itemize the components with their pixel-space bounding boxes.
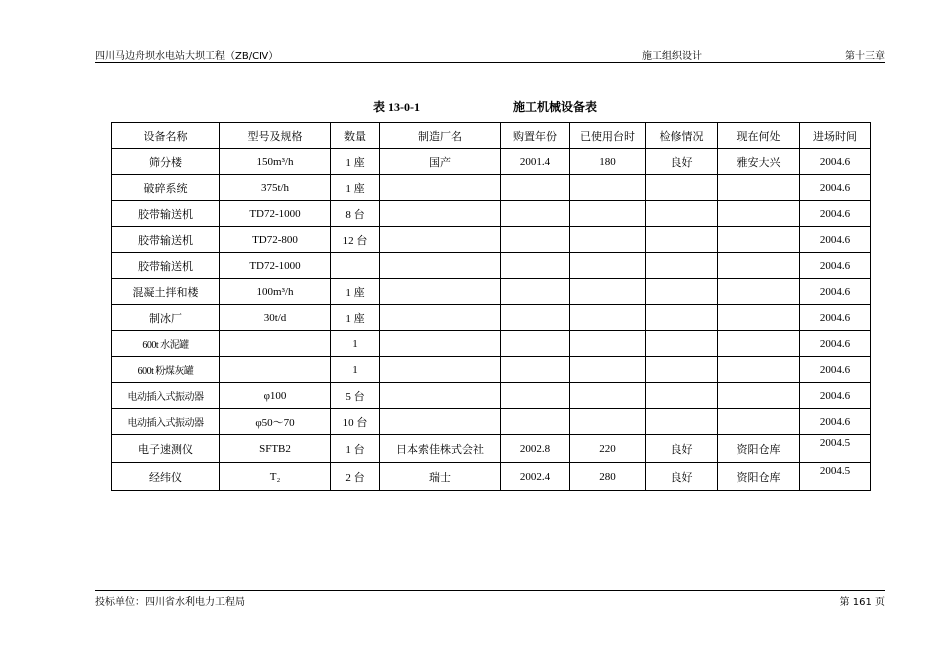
- cell-manufacturer: [380, 409, 501, 435]
- cell-equipment-name: 电子速测仪: [112, 435, 220, 463]
- cell-equipment-name: 胶带输送机: [112, 201, 220, 227]
- cell-entry-date: 2004.6: [800, 357, 871, 383]
- cell-manufacturer: 瑞士: [380, 463, 501, 491]
- table-row: [112, 463, 871, 491]
- header-chapter: 第十三章: [845, 51, 885, 62]
- cell-model: T₂: [220, 463, 331, 491]
- cell-quantity: 8 台: [331, 201, 380, 227]
- equipment-table: [111, 122, 871, 491]
- page-header: [95, 47, 885, 63]
- cell-model: 375t/h: [220, 175, 331, 201]
- cell-manufacturer: [380, 279, 501, 305]
- cell-quantity: 1 座: [331, 149, 380, 175]
- cell-entry-date: 2004.6: [800, 305, 871, 331]
- cell-purchase-year: 2002.4: [501, 463, 570, 491]
- cell-equipment-name: 600t 水泥罐: [112, 331, 220, 357]
- table-row: [112, 435, 871, 463]
- table-row: [112, 175, 871, 201]
- cell-repair-status: [646, 175, 718, 201]
- cell-equipment-name: 电动插入式振动器: [112, 409, 220, 435]
- column-header: 进场时间: [800, 123, 871, 149]
- cell-purchase-year: [501, 201, 570, 227]
- table-row: [112, 149, 871, 175]
- cell-entry-date: 2004.6: [800, 175, 871, 201]
- cell-equipment-name: 经纬仪: [112, 463, 220, 491]
- cell-purchase-year: [501, 227, 570, 253]
- cell-repair-status: [646, 201, 718, 227]
- cell-repair-status: 良好: [646, 463, 718, 491]
- cell-quantity: 5 台: [331, 383, 380, 409]
- cell-purchase-year: [501, 357, 570, 383]
- table-row: [112, 305, 871, 331]
- cell-model: TD72-1000: [220, 253, 331, 279]
- cell-hours-used: [570, 409, 646, 435]
- cell-quantity: 1 座: [331, 175, 380, 201]
- cell-manufacturer: [380, 357, 501, 383]
- table-row: [112, 383, 871, 409]
- header-section-name: 施工组织设计: [642, 51, 702, 62]
- cell-quantity: [331, 253, 380, 279]
- cell-location: [718, 331, 800, 357]
- table-row: [112, 227, 871, 253]
- cell-purchase-year: [501, 175, 570, 201]
- cell-model: 30t/d: [220, 305, 331, 331]
- cell-location: [718, 201, 800, 227]
- cell-location: [718, 175, 800, 201]
- cell-entry-date: 2004.6: [800, 227, 871, 253]
- cell-purchase-year: [501, 305, 570, 331]
- cell-location: 资阳仓库: [718, 463, 800, 491]
- cell-purchase-year: [501, 409, 570, 435]
- cell-quantity: 10 台: [331, 409, 380, 435]
- column-header: 已使用台时: [570, 123, 646, 149]
- cell-equipment-name: 胶带输送机: [112, 227, 220, 253]
- cell-repair-status: [646, 279, 718, 305]
- footer-bidder: 投标单位：四川省水利电力工程局: [95, 597, 245, 608]
- cell-manufacturer: [380, 331, 501, 357]
- cell-model: φ100: [220, 383, 331, 409]
- cell-equipment-name: 筛分楼: [112, 149, 220, 175]
- cell-purchase-year: [501, 279, 570, 305]
- cell-model: [220, 331, 331, 357]
- cell-location: [718, 357, 800, 383]
- cell-purchase-year: [501, 383, 570, 409]
- cell-repair-status: [646, 331, 718, 357]
- cell-entry-date: 2004.6: [800, 149, 871, 175]
- cell-hours-used: [570, 253, 646, 279]
- cell-hours-used: [570, 383, 646, 409]
- cell-hours-used: [570, 227, 646, 253]
- cell-entry-date: 2004.6: [800, 409, 871, 435]
- cell-equipment-name: 600t 粉煤灰罐: [112, 357, 220, 383]
- column-header: 购置年份: [501, 123, 570, 149]
- cell-repair-status: 良好: [646, 149, 718, 175]
- cell-entry-date: 2004.6: [800, 383, 871, 409]
- footer-page-number: 第 161 页: [839, 597, 885, 608]
- cell-location: [718, 227, 800, 253]
- table-number: 表 13-0-1: [373, 100, 420, 114]
- cell-repair-status: [646, 409, 718, 435]
- cell-manufacturer: [380, 253, 501, 279]
- cell-entry-date: 2004.5: [800, 435, 871, 463]
- table-title: 施工机械设备表: [513, 100, 598, 114]
- cell-location: [718, 305, 800, 331]
- cell-manufacturer: [380, 383, 501, 409]
- table-row: [112, 253, 871, 279]
- cell-equipment-name: 混凝土拌和楼: [112, 279, 220, 305]
- cell-hours-used: [570, 357, 646, 383]
- cell-equipment-name: 电动插入式振动器: [112, 383, 220, 409]
- cell-quantity: 1: [331, 331, 380, 357]
- cell-location: [718, 409, 800, 435]
- table-row: [112, 331, 871, 357]
- cell-repair-status: [646, 357, 718, 383]
- cell-hours-used: 180: [570, 149, 646, 175]
- cell-quantity: 2 台: [331, 463, 380, 491]
- cell-model: [220, 357, 331, 383]
- cell-location: [718, 383, 800, 409]
- cell-model: 100m³/h: [220, 279, 331, 305]
- cell-location: [718, 253, 800, 279]
- column-header: 检修情况: [646, 123, 718, 149]
- cell-purchase-year: 2001.4: [501, 149, 570, 175]
- table-header-row: [112, 123, 871, 149]
- header-rule: [95, 62, 885, 63]
- cell-location: 资阳仓库: [718, 435, 800, 463]
- cell-quantity: 1 台: [331, 435, 380, 463]
- cell-quantity: 12 台: [331, 227, 380, 253]
- cell-model: φ50～70: [220, 409, 331, 435]
- cell-location: 雅安大兴: [718, 149, 800, 175]
- column-header: 设备名称: [112, 123, 220, 149]
- cell-model: 150m³/h: [220, 149, 331, 175]
- cell-model: TD72-800: [220, 227, 331, 253]
- cell-equipment-name: 破碎系统: [112, 175, 220, 201]
- table-row: [112, 201, 871, 227]
- cell-purchase-year: [501, 331, 570, 357]
- cell-entry-date: 2004.5: [800, 463, 871, 491]
- cell-equipment-name: 胶带输送机: [112, 253, 220, 279]
- cell-entry-date: 2004.6: [800, 331, 871, 357]
- cell-manufacturer: [380, 227, 501, 253]
- cell-hours-used: 220: [570, 435, 646, 463]
- header-project-name: 四川马边舟坝水电站大坝工程（ZB/CⅣ）: [95, 51, 279, 62]
- cell-model: TD72-1000: [220, 201, 331, 227]
- cell-model: SFTB2: [220, 435, 331, 463]
- cell-entry-date: 2004.6: [800, 279, 871, 305]
- column-header: 现在何处: [718, 123, 800, 149]
- cell-equipment-name: 制冰厂: [112, 305, 220, 331]
- footer-rule: [95, 590, 885, 591]
- cell-quantity: 1: [331, 357, 380, 383]
- cell-hours-used: [570, 175, 646, 201]
- cell-purchase-year: [501, 253, 570, 279]
- cell-hours-used: [570, 305, 646, 331]
- column-header: 型号及规格: [220, 123, 331, 149]
- cell-repair-status: [646, 305, 718, 331]
- cell-location: [718, 279, 800, 305]
- table-row: [112, 409, 871, 435]
- cell-repair-status: [646, 227, 718, 253]
- cell-manufacturer: 国产: [380, 149, 501, 175]
- cell-manufacturer: [380, 201, 501, 227]
- cell-repair-status: [646, 383, 718, 409]
- column-header: 制造厂名: [380, 123, 501, 149]
- cell-hours-used: [570, 279, 646, 305]
- cell-entry-date: 2004.6: [800, 253, 871, 279]
- page-footer: [95, 593, 885, 609]
- cell-manufacturer: [380, 305, 501, 331]
- cell-quantity: 1 座: [331, 279, 380, 305]
- cell-purchase-year: 2002.8: [501, 435, 570, 463]
- cell-hours-used: 280: [570, 463, 646, 491]
- cell-manufacturer: 日本索佳株式会社: [380, 435, 501, 463]
- cell-hours-used: [570, 331, 646, 357]
- cell-manufacturer: [380, 175, 501, 201]
- cell-repair-status: [646, 253, 718, 279]
- cell-entry-date: 2004.6: [800, 201, 871, 227]
- table-row: [112, 357, 871, 383]
- cell-quantity: 1 座: [331, 305, 380, 331]
- cell-hours-used: [570, 201, 646, 227]
- cell-repair-status: 良好: [646, 435, 718, 463]
- table-row: [112, 279, 871, 305]
- column-header: 数量: [331, 123, 380, 149]
